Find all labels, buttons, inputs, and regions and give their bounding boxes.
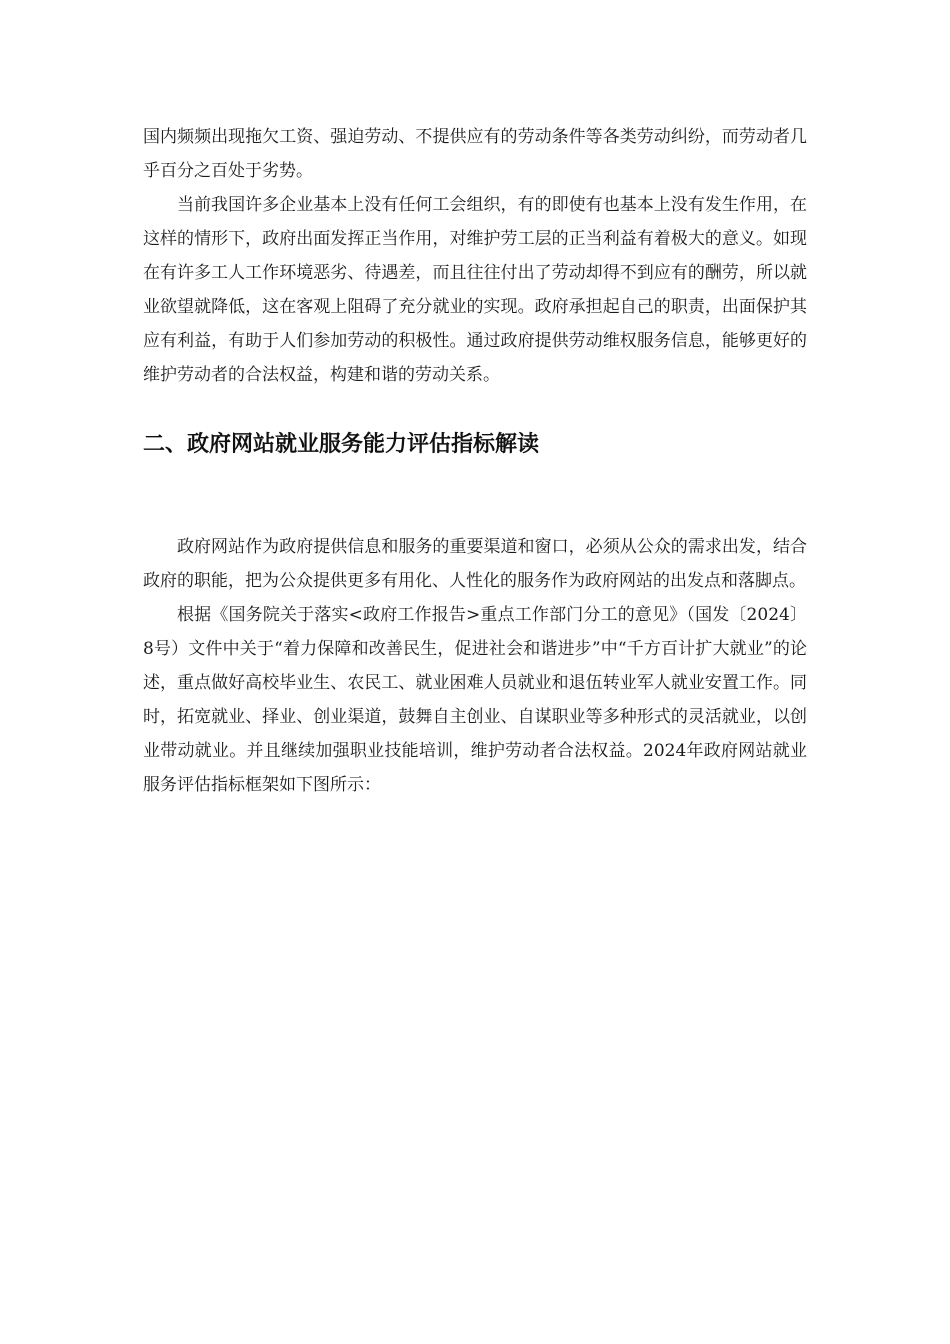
document-body	[143, 120, 807, 802]
spacer	[143, 462, 807, 530]
spacer	[143, 392, 807, 428]
paragraph-government-role: 当前我国许多企业基本上没有任何工会组织，有的即使有也基本上没有发生作用，在这样的情形下，政府出面发挥正当作用，对维护劳工层的正当利益有着极大的意义。如现在有许多工人工作环境恶劣、待遇差，而且往往付出了劳动却得不到应有的酬劳，所以就业欲望就降低，这在客观上阻碍了充分就业的实现。政府承担起自己的职责，出面保护其应有利益，有助于人们参加劳动的积极性。通过政府提供劳动维权服务信息，能够更好的维护劳动者的合法权益，构建和谐的劳动关系。	[143, 195, 807, 385]
paragraph-state-council-opinion: 根据《国务院关于落实<政府工作报告>重点工作部门分工的意见》（国发〔2024〕8号）文件中关于“着力保障和改善民生，促进社会和谐进步”中“千方百计扩大就业”的论述，重点做好高校毕业生、农民工、就业困难人员就业和退伍转业军人就业安置工作。同时，拓宽就业、择业、创业渠道，鼓舞自主创业、自谋职业等多种形式的灵活就业，以创业带动就业。并且继续加强职业技能培训，维护劳动者合法权益。2024年政府网站就业服务评估指标框架如下图所示：	[143, 605, 807, 795]
paragraph-labor-disputes: 国内频频出现拖欠工资、强迫劳动、不提供应有的劳动条件等各类劳动纠纷，而劳动者几乎百分之百处于劣势。	[143, 127, 807, 181]
section-heading: 二、政府网站就业服务能力评估指标解读	[143, 432, 540, 457]
paragraph-website-channel: 政府网站作为政府提供信息和服务的重要渠道和窗口，必须从公众的需求出发，结合政府的职能，把为公众提供更多有用化、人性化的服务作为政府网站的出发点和落脚点。	[143, 537, 807, 591]
